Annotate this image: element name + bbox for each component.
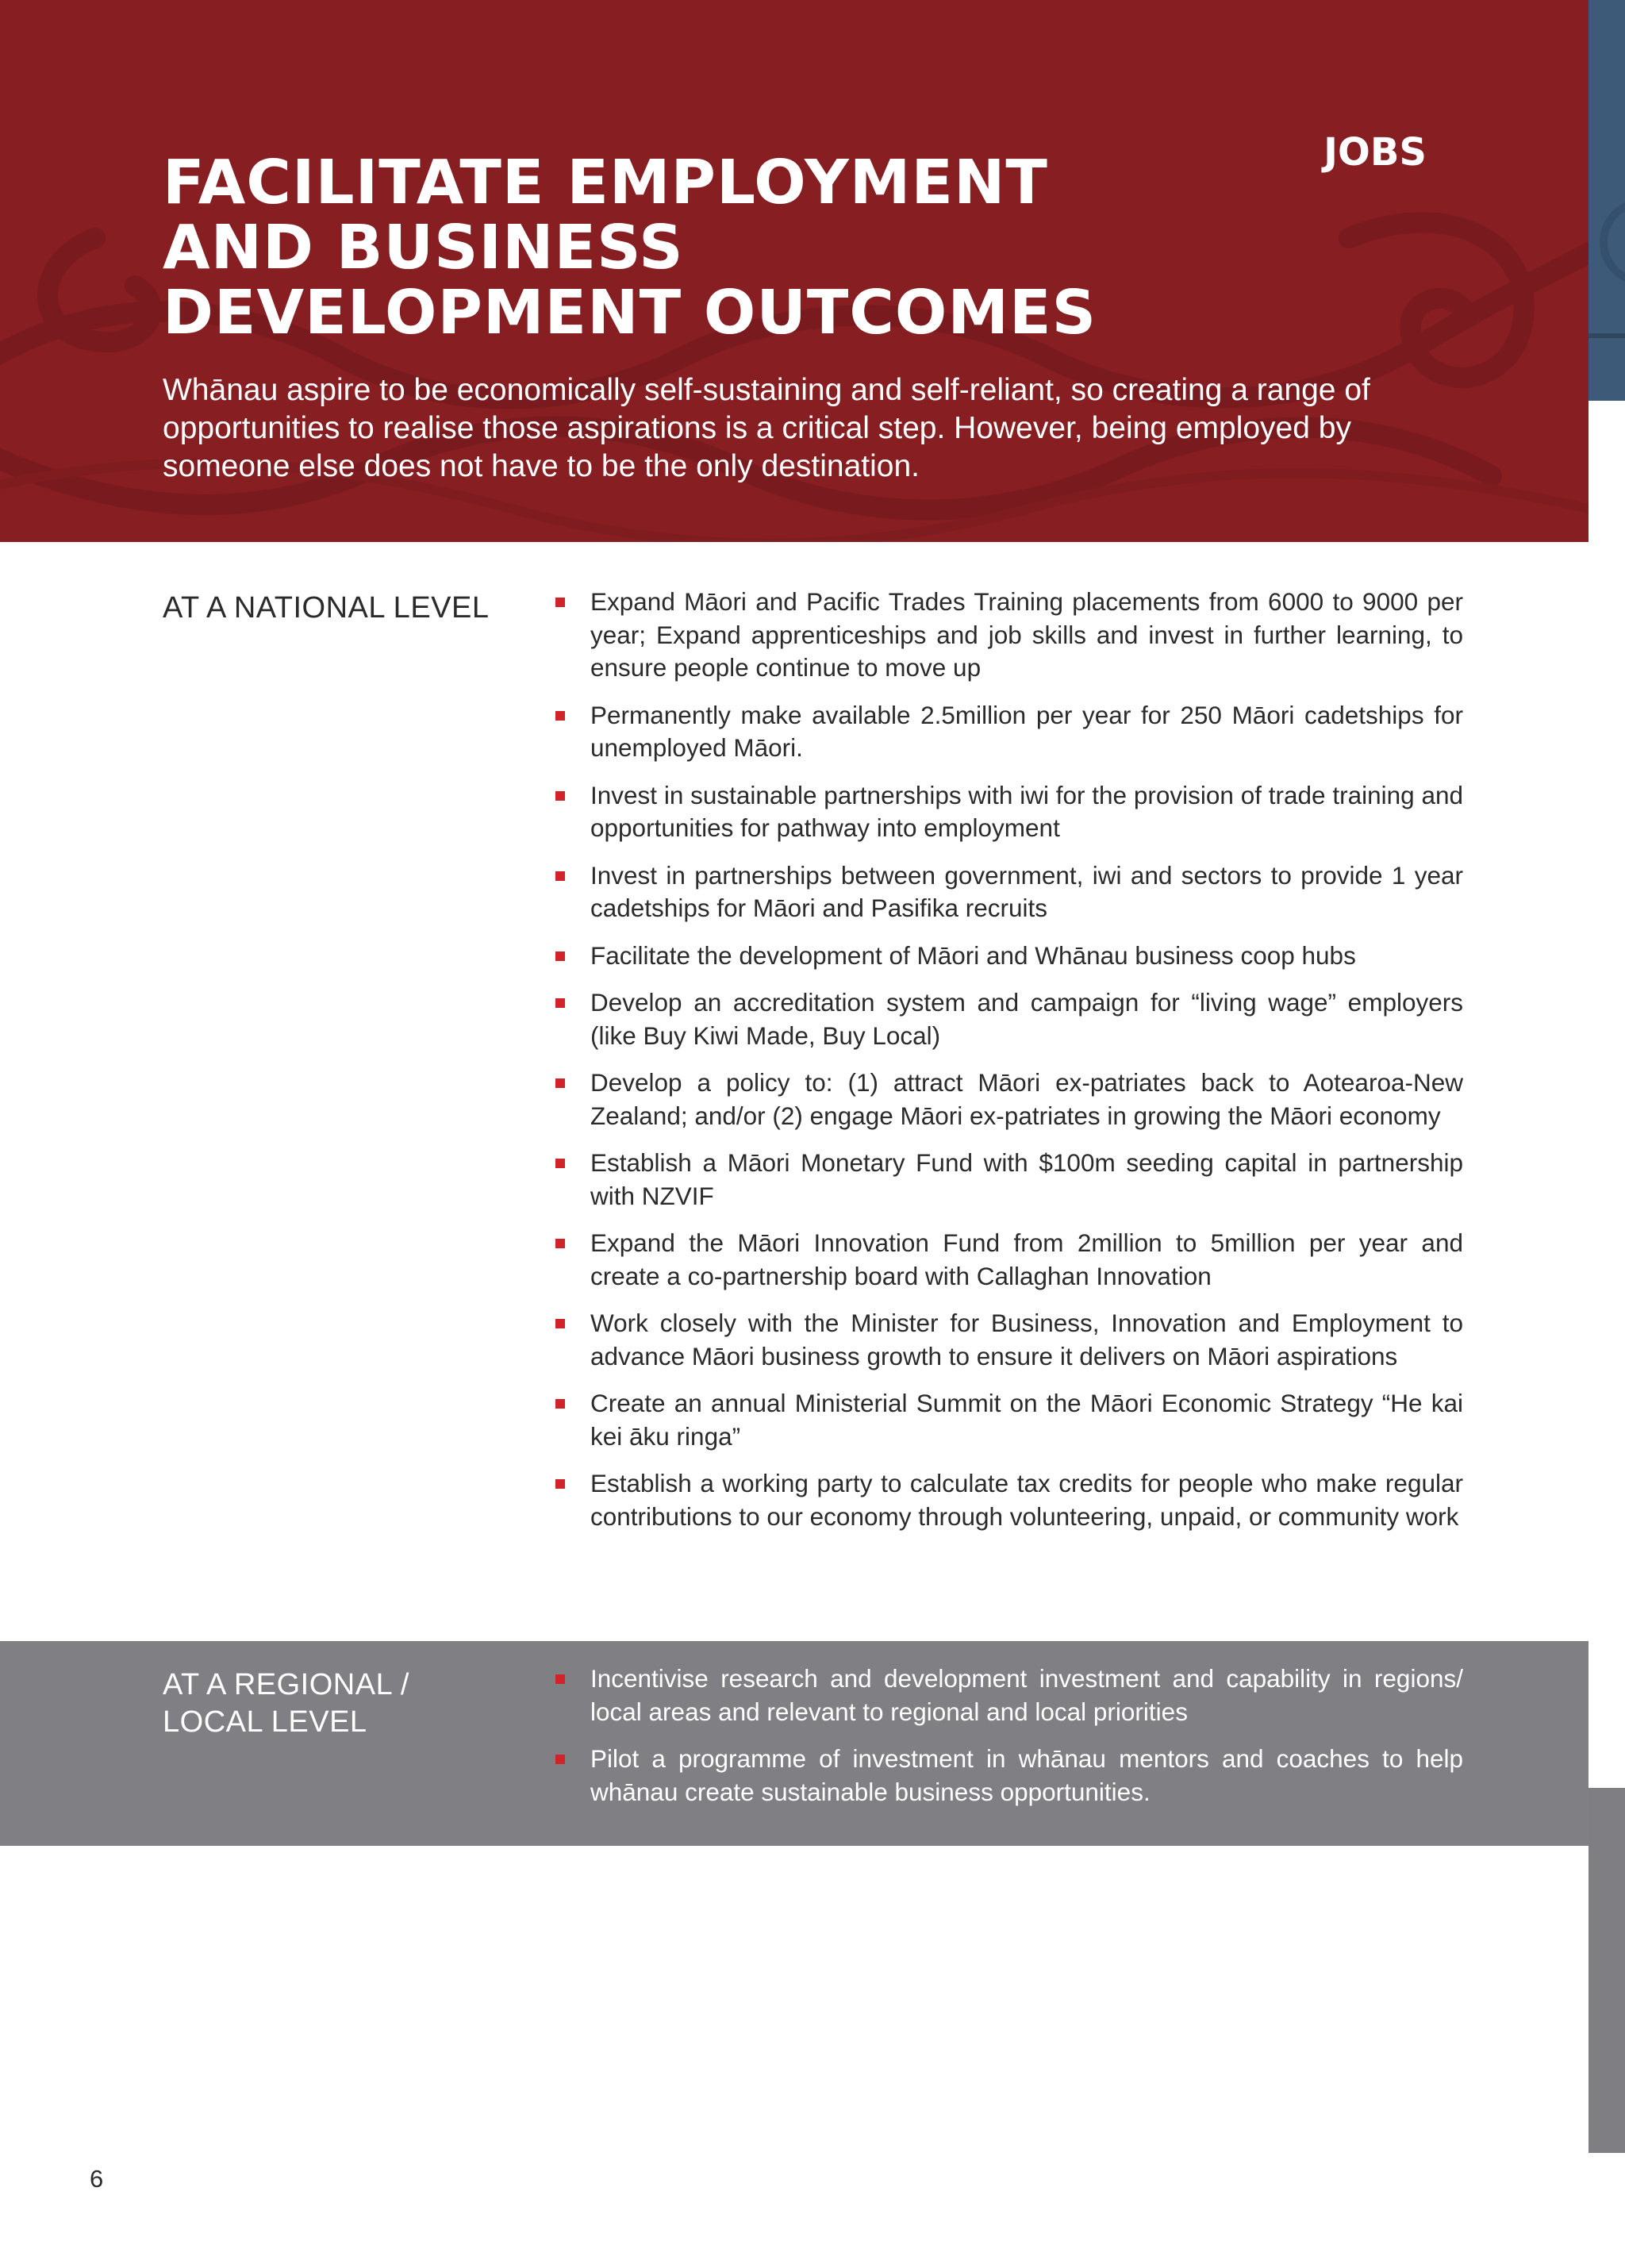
- bullet-square-icon: [555, 998, 565, 1008]
- list-item: [555, 1663, 1463, 1728]
- list-item-text: Establish a working party to calculate tax credits for people who make regular contributions to our economy through volunteering, unpaid, or community work: [590, 1469, 1463, 1531]
- list-item-text: Invest in sustainable partnerships with iwi for the provision of trade training and opportunities for pathway into employment: [590, 780, 1463, 842]
- bullet-square-icon: [555, 1159, 565, 1168]
- list-item: [555, 1307, 1463, 1373]
- intro-paragraph: Whānau aspire to be economically self-sustaining and self-reliant, so creating a range of opportunities to realise those aspirations is a critical step. However, being employed by someone else does not have to be the only destination.: [163, 373, 1370, 483]
- list-item: [555, 1147, 1463, 1213]
- list-item: [555, 1387, 1463, 1453]
- list-item: [555, 859, 1463, 925]
- national-level-heading: AT A NATIONAL LEVEL: [163, 591, 490, 625]
- bullet-square-icon: [555, 598, 565, 607]
- regional-level-heading: AT A REGIONAL / LOCAL LEVEL: [163, 1668, 409, 1739]
- header-band: [0, 0, 1589, 542]
- list-item-text: Facilitate the development of Māori and Whānau business coop hubs: [590, 940, 1356, 970]
- list-item-text: Work closely with the Minister for Business, Innovation and Employment to advance Māori business growth to ensure it delivers on Māori aspirations: [590, 1309, 1463, 1370]
- list-item-text: Expand Māori and Pacific Trades Training placements from 6000 to 9000 per year; Expand apprenticeships and job skills and invest in further learning, to ensure people continue to move up: [590, 587, 1463, 682]
- list-item: [555, 1467, 1463, 1533]
- list-item-text: Create an annual Ministerial Summit on the Māori Economic Strategy “He kai kei āku ringa”: [590, 1389, 1463, 1451]
- document-title: FACILITATE EMPLOYMENT AND BUSINESS DEVELOPMENT OUTCOMES: [163, 148, 1097, 348]
- bullet-square-icon: [555, 871, 565, 881]
- list-item-text: Expand the Māori Innovation Fund from 2million to 5million per year and create a co-partnership board with Callaghan Innovation: [590, 1228, 1463, 1290]
- bullet-square-icon: [555, 1399, 565, 1409]
- list-item: [555, 699, 1463, 765]
- list-item: [555, 1067, 1463, 1132]
- edge-tab-decoration: [1589, 0, 1625, 401]
- bullet-square-icon: [555, 1755, 565, 1764]
- bullet-square-icon: [555, 1674, 565, 1684]
- bullet-square-icon: [555, 791, 565, 801]
- bullet-square-icon: [555, 951, 565, 961]
- regional-level-section: [0, 1641, 1589, 1846]
- edge-grey-decoration: [1589, 1788, 1625, 2153]
- list-item-text: Permanently make available 2.5million per year for 250 Māori cadetships for unemployed Māori.: [590, 700, 1463, 762]
- list-item-text: Develop a policy to: (1) attract Māori ex-patriates back to Aotearoa-New Zealand; and/or (2) engage Māori ex-patriates in growing the Māori economy: [590, 1068, 1463, 1130]
- list-item: [555, 1743, 1463, 1809]
- list-item-text: Pilot a programme of investment in whānau mentors and coaches to help whānau create sustainable business opportunities.: [590, 1744, 1463, 1806]
- bullet-square-icon: [555, 1078, 565, 1088]
- list-item: [555, 940, 1463, 973]
- national-bullet-list: [555, 586, 1463, 1547]
- list-item: [555, 1227, 1463, 1293]
- bullet-square-icon: [555, 1479, 565, 1489]
- bullet-square-icon: [555, 1319, 565, 1328]
- list-item-text: Incentivise research and development investment and capability in regions/ local areas and relevant to regional and local priorities: [590, 1664, 1463, 1726]
- page-number: 6: [90, 2165, 104, 2193]
- list-item: [555, 986, 1463, 1052]
- regional-bullet-list: [555, 1663, 1463, 1823]
- bullet-square-icon: [555, 711, 565, 721]
- list-item-text: Establish a Māori Monetary Fund with $100m seeding capital in partnership with NZVIF: [590, 1148, 1463, 1210]
- list-item-text: Invest in partnerships between government, iwi and sectors to provide 1 year cadetships for Māori and Pasifika recruits: [590, 860, 1463, 922]
- national-level-section: [0, 542, 1589, 1641]
- edge-circle-decoration: [1600, 198, 1625, 286]
- edge-line-decoration: [1589, 333, 1625, 338]
- list-item-text: Develop an accreditation system and campaign for “living wage” employers (like Buy Kiwi Made, Buy Local): [590, 988, 1463, 1050]
- list-item: [555, 586, 1463, 685]
- bullet-square-icon: [555, 1239, 565, 1248]
- list-item: [555, 779, 1463, 845]
- section-tag: JOBS: [1323, 130, 1427, 175]
